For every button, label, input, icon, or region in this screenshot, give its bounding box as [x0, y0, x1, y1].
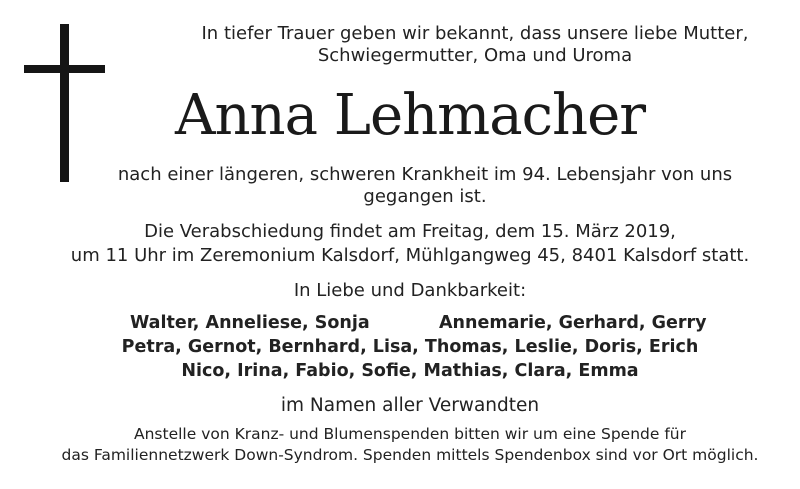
intro-text	[195, 23, 755, 67]
donation-note-line-1: Anstelle von Kranz- und Blumenspenden bitten wir um eine Spende für	[134, 425, 686, 443]
family-row-3: Nico, Irina, Fabio, Sofie, Mathias, Clara, Emma	[181, 361, 639, 381]
donation-note-line-2: das Familiennetzwerk Down-Syndrom. Spenden mittels Spendenbox sind vor Ort möglich.	[61, 446, 759, 464]
family-group-right: Annemarie, Gerhard, Gerry	[439, 313, 707, 333]
cause-line-1: nach einer längeren, schweren Krankheit im 94. Lebensjahr von uns	[117, 164, 733, 185]
cross-horizontal-beam	[24, 65, 105, 73]
farewell-line-2: um 11 Uhr im Zeremonium Kalsdorf, Mühlgangweg 45, 8401 Kalsdorf statt.	[70, 245, 750, 266]
intro-line-1: In tiefer Trauer geben wir bekannt, dass unsere liebe Mutter,	[201, 23, 749, 44]
family-group-left: Walter, Anneliese, Sonja	[130, 313, 370, 333]
cross-vertical-beam	[60, 24, 69, 182]
intro-line-2: Schwiegermutter, Oma und Uroma	[317, 45, 633, 66]
thanks-heading: In Liebe und Dankbarkeit:	[293, 280, 527, 301]
deceased-name: Anna Lehmacher	[175, 83, 645, 148]
relatives-line: im Namen aller Verwandten	[280, 395, 540, 416]
farewell-line-1: Die Verabschiedung findet am Freitag, dem 15. März 2019,	[144, 221, 676, 242]
family-row-2: Petra, Gernot, Bernhard, Lisa, Thomas, Leslie, Doris, Erich	[121, 337, 699, 357]
cause-line-2: gegangen ist.	[363, 186, 487, 207]
cause-text	[85, 164, 765, 208]
